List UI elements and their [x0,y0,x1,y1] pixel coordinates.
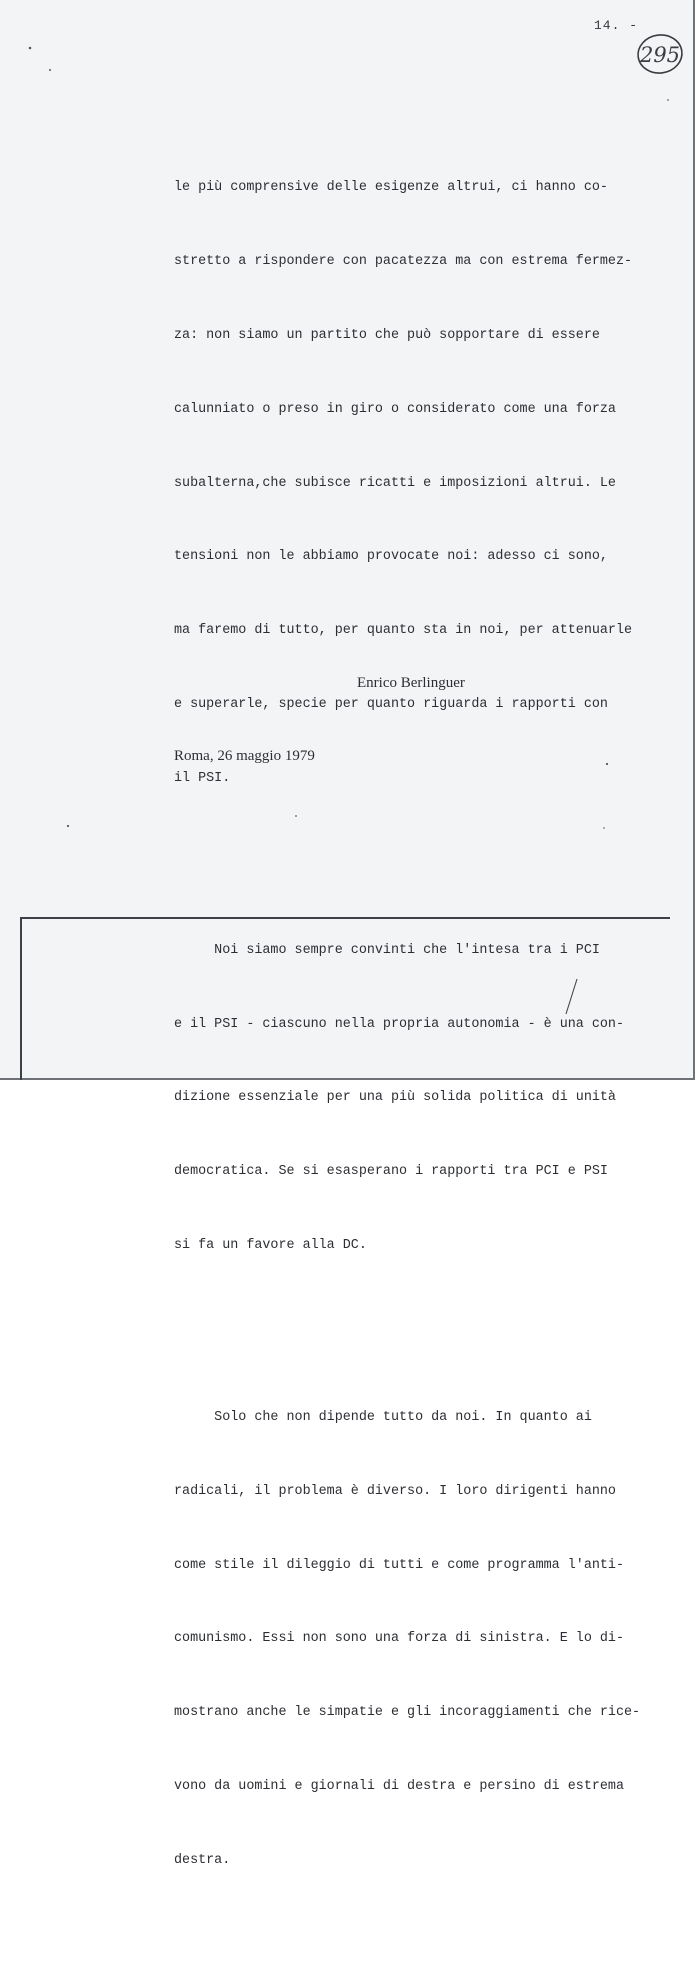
text-line: Solo che non dipende tutto da noi. In quanto ai [174,1410,592,1426]
text-line: il PSI. [174,770,231,786]
dateline: Roma, 26 maggio 1979 [174,748,315,764]
text-line: dizione essenziale per una più solida politica di unità [174,1090,616,1106]
text-line: vono da uomini e giornali di destra e persino di estrema [174,1778,624,1794]
text-line: e superarle, specie per quanto riguarda i rapporti con [174,696,608,712]
text-line: destra. [174,1852,231,1868]
page-number: 14. - [594,18,639,33]
paragraph-3 [174,1357,674,1923]
text-line: ma faremo di tutto, per quanto sta in noi, per attenuarle [174,623,633,639]
text-line: e il PSI - ciascuno nella propria autonomia - è una con- [174,1016,624,1032]
text-line: democratica. Se si esasperano i rapporti tra PCI e PSI [174,1164,608,1180]
text-line: come stile il dileggio di tutti e come programma l'anti- [174,1557,624,1573]
text-line: radicali, il problema è diverso. I loro dirigenti hanno [174,1483,616,1499]
text-line: le più comprensive delle esigenze altrui, ci hanno co- [174,180,608,196]
signature: Enrico Berlinguer [357,675,465,691]
text-line: calunniato o preso in giro o considerato come una forza [174,401,616,417]
text-line: subalterna,che subisce ricatti e imposizioni altrui. Le [174,475,616,491]
text-line: si fa un favore alla DC. [174,1237,367,1253]
text-line: comunismo. Essi non sono una forza di sinistra. E lo di- [174,1631,624,1647]
text-line: mostrano anche le simpatie e gli incoraggiamenti che rice- [174,1705,641,1721]
text-line: tensioni non le abbiamo provocate noi: adesso ci sono, [174,549,608,565]
text-line: stretto a rispondere con pacatezza ma con estrema fermez- [174,254,633,270]
text-line: za: non siamo un partito che può sopportare di essere [174,327,600,343]
archive-number: 295 [639,43,681,67]
text-line: Noi siamo sempre convinti che l'intesa tra i PCI [174,942,600,958]
